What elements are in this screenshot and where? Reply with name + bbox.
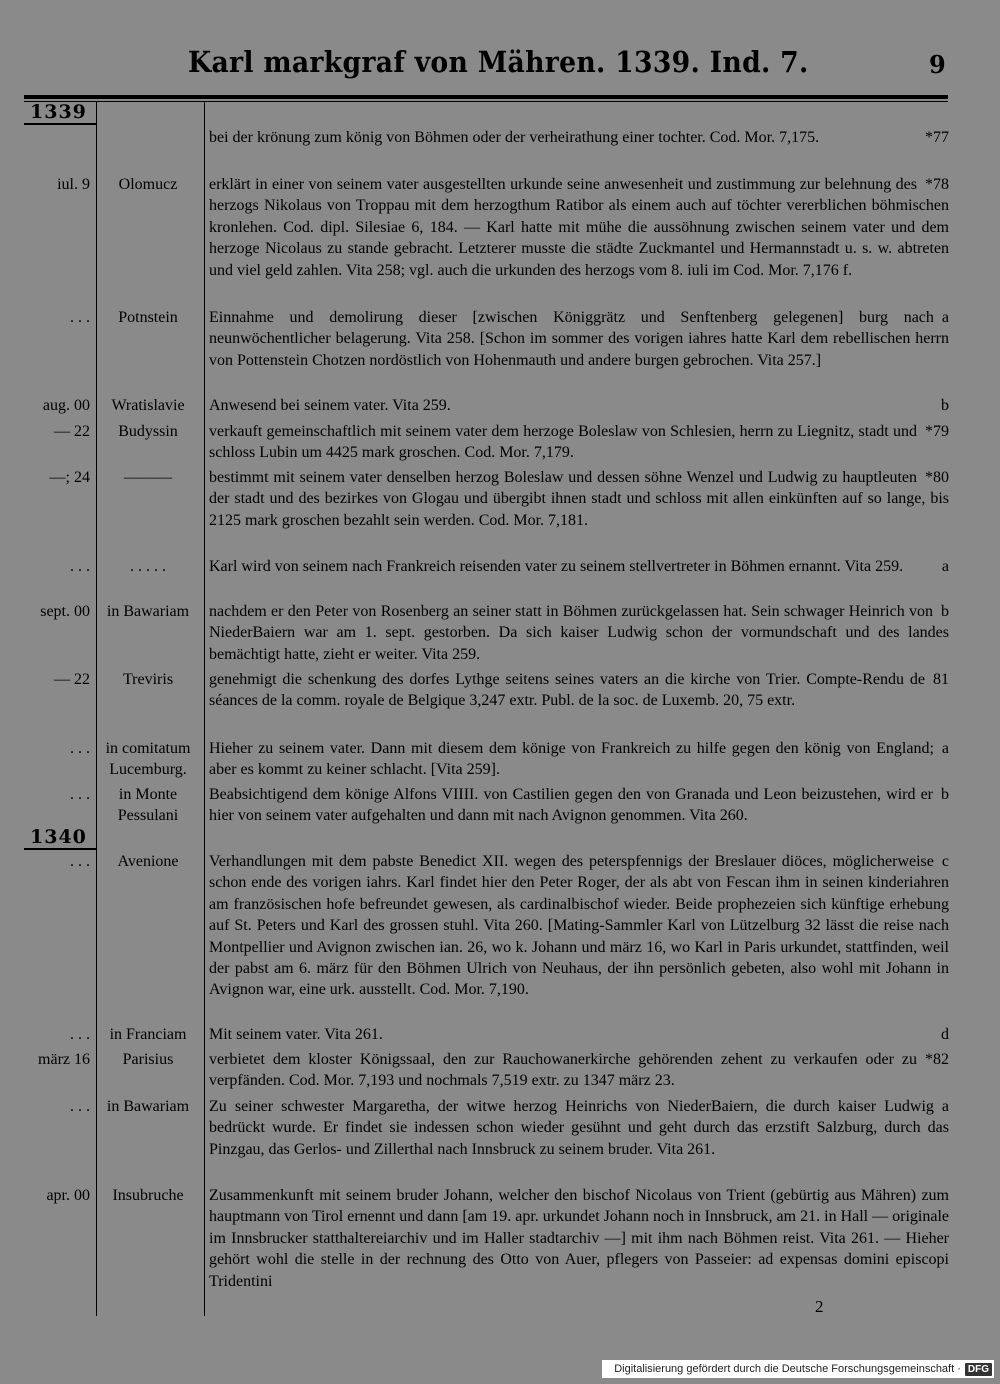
entry-marker: *79: [925, 423, 949, 440]
entry-place: in Bawariam: [106, 1098, 190, 1115]
column-divider-place: [204, 101, 205, 1316]
page-header-title: Karl markgraf von Mähren. 1339. Ind. 7.: [188, 45, 809, 79]
entry-marker: b: [941, 397, 949, 414]
entry-date: . . .: [70, 786, 90, 803]
entry-date: — 22: [54, 671, 90, 688]
entry-text: b Anwesend bei seinem vater. Vita 259.: [209, 395, 949, 416]
entry-date: aug. 00: [42, 397, 90, 414]
entry-marker: a: [941, 740, 949, 757]
entry-date: . . .: [70, 309, 90, 326]
entry-place: Treviris: [122, 671, 174, 688]
entry-date: . . .: [70, 853, 90, 870]
year-label: 1339: [30, 101, 87, 123]
entry-text: c Verhandlungen mit dem pabste Benedict XII. wegen des peterspfennigs der Breslauer diöces, möglicherweise schon ende des vorigen iahrs. Karl findet hier den Peter Roger, der als abt von Fescan ihm in seinen kinderiahren am französischen hofe befreundet gewesen, als cardinalbischof wieder. Beide prophezeien sich künftige erhebung auf St. Peters und Karl des grossen stuhl. Vita 260. [Mating-Sammler Karl von Lützelburg 32 lässt die reise nach Montpellier und Avignon zwischen ian. 26, wo k. Johann und märz 16, wo Karl in Paris urkundet, stattfinden, weil der pabst am 6. märz für den Böhmen Ulrich von Neuhaus, der ihn persönlich gebeten, also wohl mit Johann in Avignon war, eine urk. ausstellt. Cod. Mor. 7,190.: [209, 853, 949, 999]
entry-date: . . .: [70, 558, 90, 575]
entry-marker: b: [941, 603, 949, 620]
entry-text: *80 bestimmt mit seinem vater denselben herzog Boleslaw und dessen söhne Wenzel und Ludwig zu hauptleuten der stadt und des bezirkes von Glogau und übergibt ihnen stadt und schloss mit allen einkünften auf so lange, bis 2125 mark groschen bezahlt sein werden. Cod. Mor. 7,181.: [209, 469, 949, 529]
entry-place: in Monte Pessulani: [117, 786, 179, 824]
entry-place: Potnstein: [118, 309, 178, 326]
entry-place: in comitatum Lucemburg.: [105, 740, 191, 778]
entry-place: Avenione: [117, 853, 179, 870]
year-underline: [24, 123, 96, 125]
entry-place: Wratislavie: [111, 397, 185, 414]
entry-date: . . .: [70, 1098, 90, 1115]
entry-marker: *78: [925, 176, 949, 193]
entry-place: Olomucz: [118, 176, 178, 193]
entry-date: . . .: [70, 740, 90, 757]
year-label: 1340: [30, 826, 87, 848]
dfg-logo-icon: DFG: [965, 1363, 992, 1376]
entry-date: . . .: [70, 1026, 90, 1043]
entry-text: a Hieher zu seinem vater. Dann mit diesem dem könige von Frankreich zu hilfe gegen den könig von England; aber es kommt zu keiner schlacht. [Vita 259].: [209, 740, 949, 779]
entry-text: a Einnahme und demolirung dieser [zwischen Königgrätz und Senftenberg gelegenen] burg nach neunwöchentlicher belagerung. Vita 258. [Schon im sommer des vorigen iahres hatte Karl dem rebellischen herrn von Pottenstein Chotzen nordöstlich von Hohenmauth und andere burgen gebrochen. Vita 257.]: [209, 309, 949, 369]
entry-date: märz 16: [38, 1051, 90, 1068]
entry-place: ———: [124, 469, 172, 486]
entry-place: Budyssin: [118, 423, 178, 440]
signature-mark: 2: [815, 1297, 824, 1316]
entry-date: —; 24: [49, 469, 90, 486]
entry-text: b nachdem er den Peter von Rosenberg an seiner statt in Böhmen zurückgelassen hat. Sein schwager Heinrich von NiederBaiern war am 1. sept. gestorben. Da sich kaiser Ludwig schon der vormundschaft und des landes bemächtigt hatte, zieht er weiter. Vita 259.: [209, 603, 949, 663]
entry-marker: c: [941, 853, 949, 870]
year-underline: [24, 848, 96, 850]
entry-text: d Mit seinem vater. Vita 261.: [209, 1024, 949, 1045]
entry-text: *79 verkauft gemeinschaftlich mit seinem vater dem herzoge Boleslaw von Schlesien, herrn zu Liegnitz, stadt und schloss Lubin um 4425 mark groschen. Cod. Mor. 7,179.: [209, 423, 949, 462]
entry-marker: d: [941, 1026, 949, 1043]
entry-text: Zusammenkunft mit seinem bruder Johann, welcher den bischof Nicolaus von Trient (gebürtig aus Mähren) zum hauptmann von Tirol ernennt und dann [am 19. apr. urkundet Johann noch in Innsbruck, am 21. in Hall — originale im Innsbrucker statthaltereiarchiv und im Haller stadtarchiv —] mit ihm nach Böhmen reist. Vita 261. — Hieher gehört wohl die stelle in der rechnung des Otto von Auer, pflegers von Passeier: ad expensas domini episcopi Tridentini: [209, 1187, 949, 1290]
entry-marker: a: [941, 558, 949, 575]
entry-marker: *80: [925, 469, 949, 486]
entry-place: in Franciam: [109, 1026, 187, 1043]
entry-text: *82 verbietet dem kloster Königssaal, den zur Rauchowanerkirche gehörenden zehent zu verkaufen oder zu verpfänden. Cod. Mor. 7,193 und nochmals 7,519 extr. zu 1347 märz 23.: [209, 1051, 949, 1090]
entry-text: *78 erklärt in einer von seinem vater ausgestellten urkunde seine anwesenheit und zustimmung zur belehnung des herzogs Nikolaus von Troppau mit dem herzogthum Ratibor als einem auch auf töchter vererblichen böhmischen kronlehen. Cod. dipl. Silesiae 6, 184. — Karl hatte mit mühe die aussöhnung zwischen seinem vater und dem herzoge Nicolaus zu stande gebracht. Letzterer musste die städte Zuckmantel und Hermannstadt u. s. w. abtreten und viel geld zahlen. Vita 258; vgl. auch die urkunden des herzogs vom 8. iuli im Cod. Mor. 7,176 f.: [209, 176, 949, 279]
entry-text: 81 genehmigt die schenkung des dorfes Lythge seitens seines vaters an die kirche von Trier. Compte-Rendu de séances de la comm. royale de Belgique 3,247 extr. Publ. de la soc. de Luxemb. 20, 75 extr.: [209, 671, 949, 710]
entry-place: in Bawariam: [106, 603, 190, 620]
footer-text: Digitalisierung gefördert durch die Deutsche Forschungsgemeinschaft ·: [614, 1363, 961, 1375]
entry-place: . . . . .: [130, 558, 166, 575]
page-number: 9: [929, 50, 946, 79]
entry-marker: a: [941, 1098, 949, 1115]
entry-date: apr. 00: [46, 1187, 90, 1204]
entry-place: Parisius: [122, 1051, 174, 1068]
header-rule-thin: [24, 101, 948, 102]
entry-marker: *77: [925, 129, 949, 146]
entry-text: *77 bei der krönung zum könig von Böhmen oder der verheirathung einer tochter. Cod. Mor. 7,175.: [209, 127, 949, 148]
entry-date: iul. 9: [57, 176, 90, 193]
entry-text: a Karl wird von seinem nach Frankreich reisenden vater zu seinem stellvertreter in Böhmen ernannt. Vita 259.: [209, 556, 949, 577]
entry-marker: 81: [933, 671, 949, 688]
entry-place: Insubruche: [112, 1187, 184, 1204]
entry-date: — 22: [54, 423, 90, 440]
header-rule-thick: [24, 95, 948, 99]
column-divider-date: [96, 101, 97, 1316]
entry-marker: a: [941, 309, 949, 326]
footer-credit: [602, 1360, 994, 1378]
entry-date: sept. 00: [40, 603, 90, 620]
entry-text: a Zu seiner schwester Margaretha, der witwe herzog Heinrichs von NiederBaiern, die durch kaiser Ludwig bedrückt wurde. Er findet sie indessen schon wieder gesühnt und geht durch das erzstift Salzburg, durch das Pinzgau, das Gerlos- und Zillerthal nach Innsbruck zu seinem bruder. Vita 261.: [209, 1098, 949, 1158]
entry-marker: b: [941, 786, 949, 803]
entry-text: b Beabsichtigend dem könige Alfons VIIII. von Castilien gegen den von Granada und Leon beizustehen, wird er hier von seinem vater aufgehalten und dann mit nach Avignon genommen. Vita 260.: [209, 786, 949, 825]
entry-marker: *82: [925, 1051, 949, 1068]
